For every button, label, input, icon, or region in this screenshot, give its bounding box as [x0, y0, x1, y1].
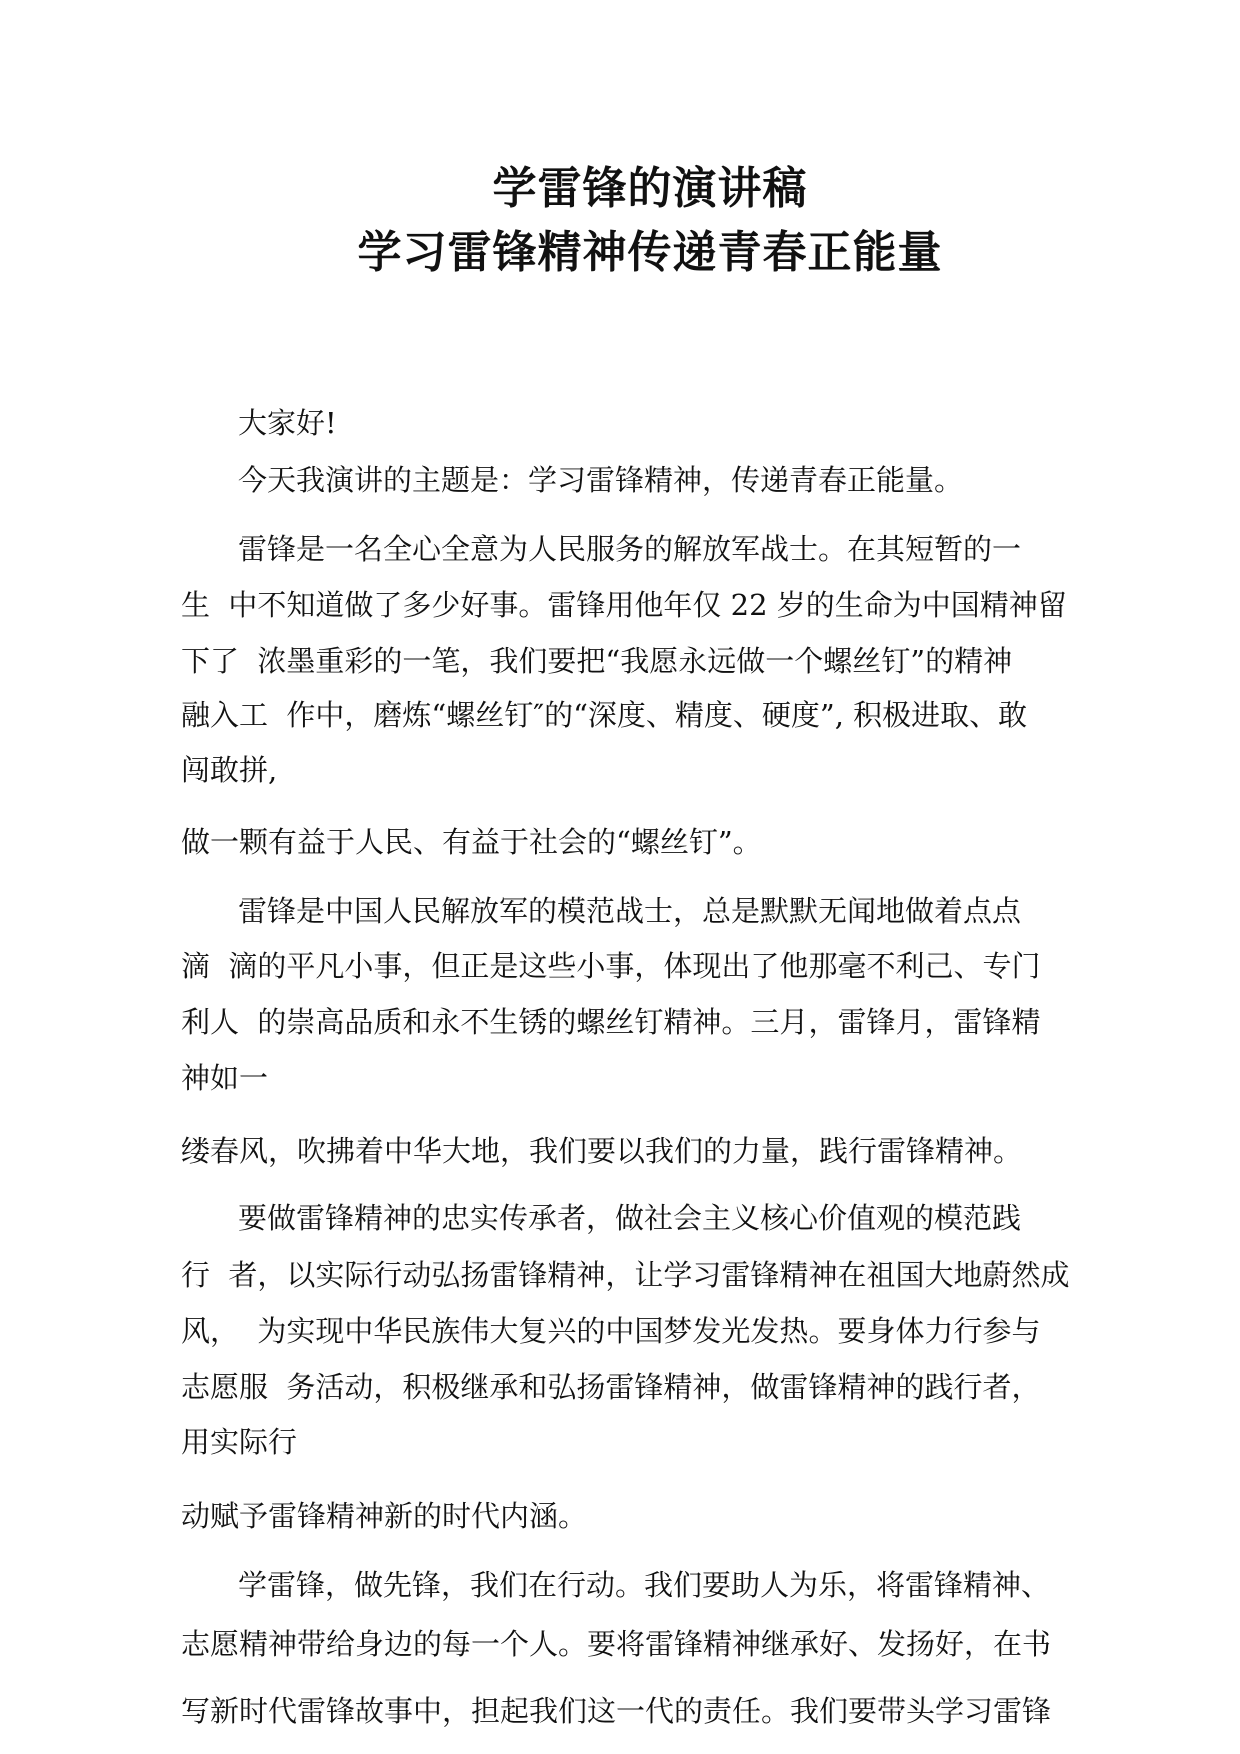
- text-line: 学雷锋，做先锋，我们在行动。我们要助人为乐，将雷锋精神、: [238, 1568, 1051, 1602]
- text-line: 下了 浓墨重彩的一笔，我们要把“我愿永远做一个螺丝钉”的精神: [181, 644, 1013, 678]
- text-line: 神如一: [181, 1061, 269, 1095]
- text-line: 写新时代雷锋故事中，担起我们这一代的责任。我们要带头学习雷锋: [181, 1694, 1052, 1728]
- text-line: 行 者，以实际行动弘扬雷锋精神，让学习雷锋精神在祖国大地蔚然成: [181, 1258, 1070, 1292]
- text-line: 雷锋是一名全心全意为人民服务的解放军战士。在其短暂的一: [238, 532, 1022, 566]
- text-line: 融入工 作中，磨炼“螺丝钉″的“深度、精度、硬度”, 积极进取、敢: [181, 698, 1028, 732]
- text-line: 缕春风，吹拂着中华大地，我们要以我们的力量，践行雷锋精神。: [181, 1134, 1023, 1168]
- text-line: 用实际行: [181, 1425, 298, 1459]
- text-line: 志愿服 务活动，积极继承和弘扬雷锋精神，做雷锋精神的践行者，: [181, 1370, 1041, 1404]
- text-line: 生 中不知道做了多少好事。雷锋用他年仅 22 岁的生命为中国精神留: [181, 588, 1067, 622]
- text-line: 今天我演讲的主题是：学习雷锋精神，传递青春正能量。: [238, 463, 964, 497]
- text-line: 雷锋是中国人民解放军的模范战士，总是默默无闻地做着点点: [238, 894, 1022, 928]
- document-subtitle: 学习雷锋精神传递青春正能量: [357, 227, 943, 278]
- text-line: 闯敢拼,: [181, 753, 278, 787]
- text-line: 利人 的崇高品质和永不生锈的螺丝钉精神。三月，雷锋月，雷锋精: [181, 1005, 1041, 1039]
- text-line: 动赋予雷锋精神新的时代内涵。: [181, 1499, 588, 1533]
- text-line: 志愿精神带给身边的每一个人。要将雷锋精神继承好、发扬好，在书: [181, 1627, 1052, 1661]
- text-line: 滴 滴的平凡小事，但正是这些小事，体现出了他那毫不利己、专门: [181, 949, 1041, 983]
- text-line: 风， 为实现中华民族伟大复兴的中国梦发光发热。要身体力行参与: [181, 1314, 1041, 1348]
- text-line: 大家好!: [238, 406, 337, 440]
- text-line: 要做雷锋精神的忠实传承者，做社会主义核心价值观的模范践: [238, 1201, 1022, 1235]
- text-line: 做一颗有益于人民、有益于社会的“螺丝钉”。: [181, 825, 762, 859]
- document-title: 学雷锋的演讲稿: [492, 163, 808, 214]
